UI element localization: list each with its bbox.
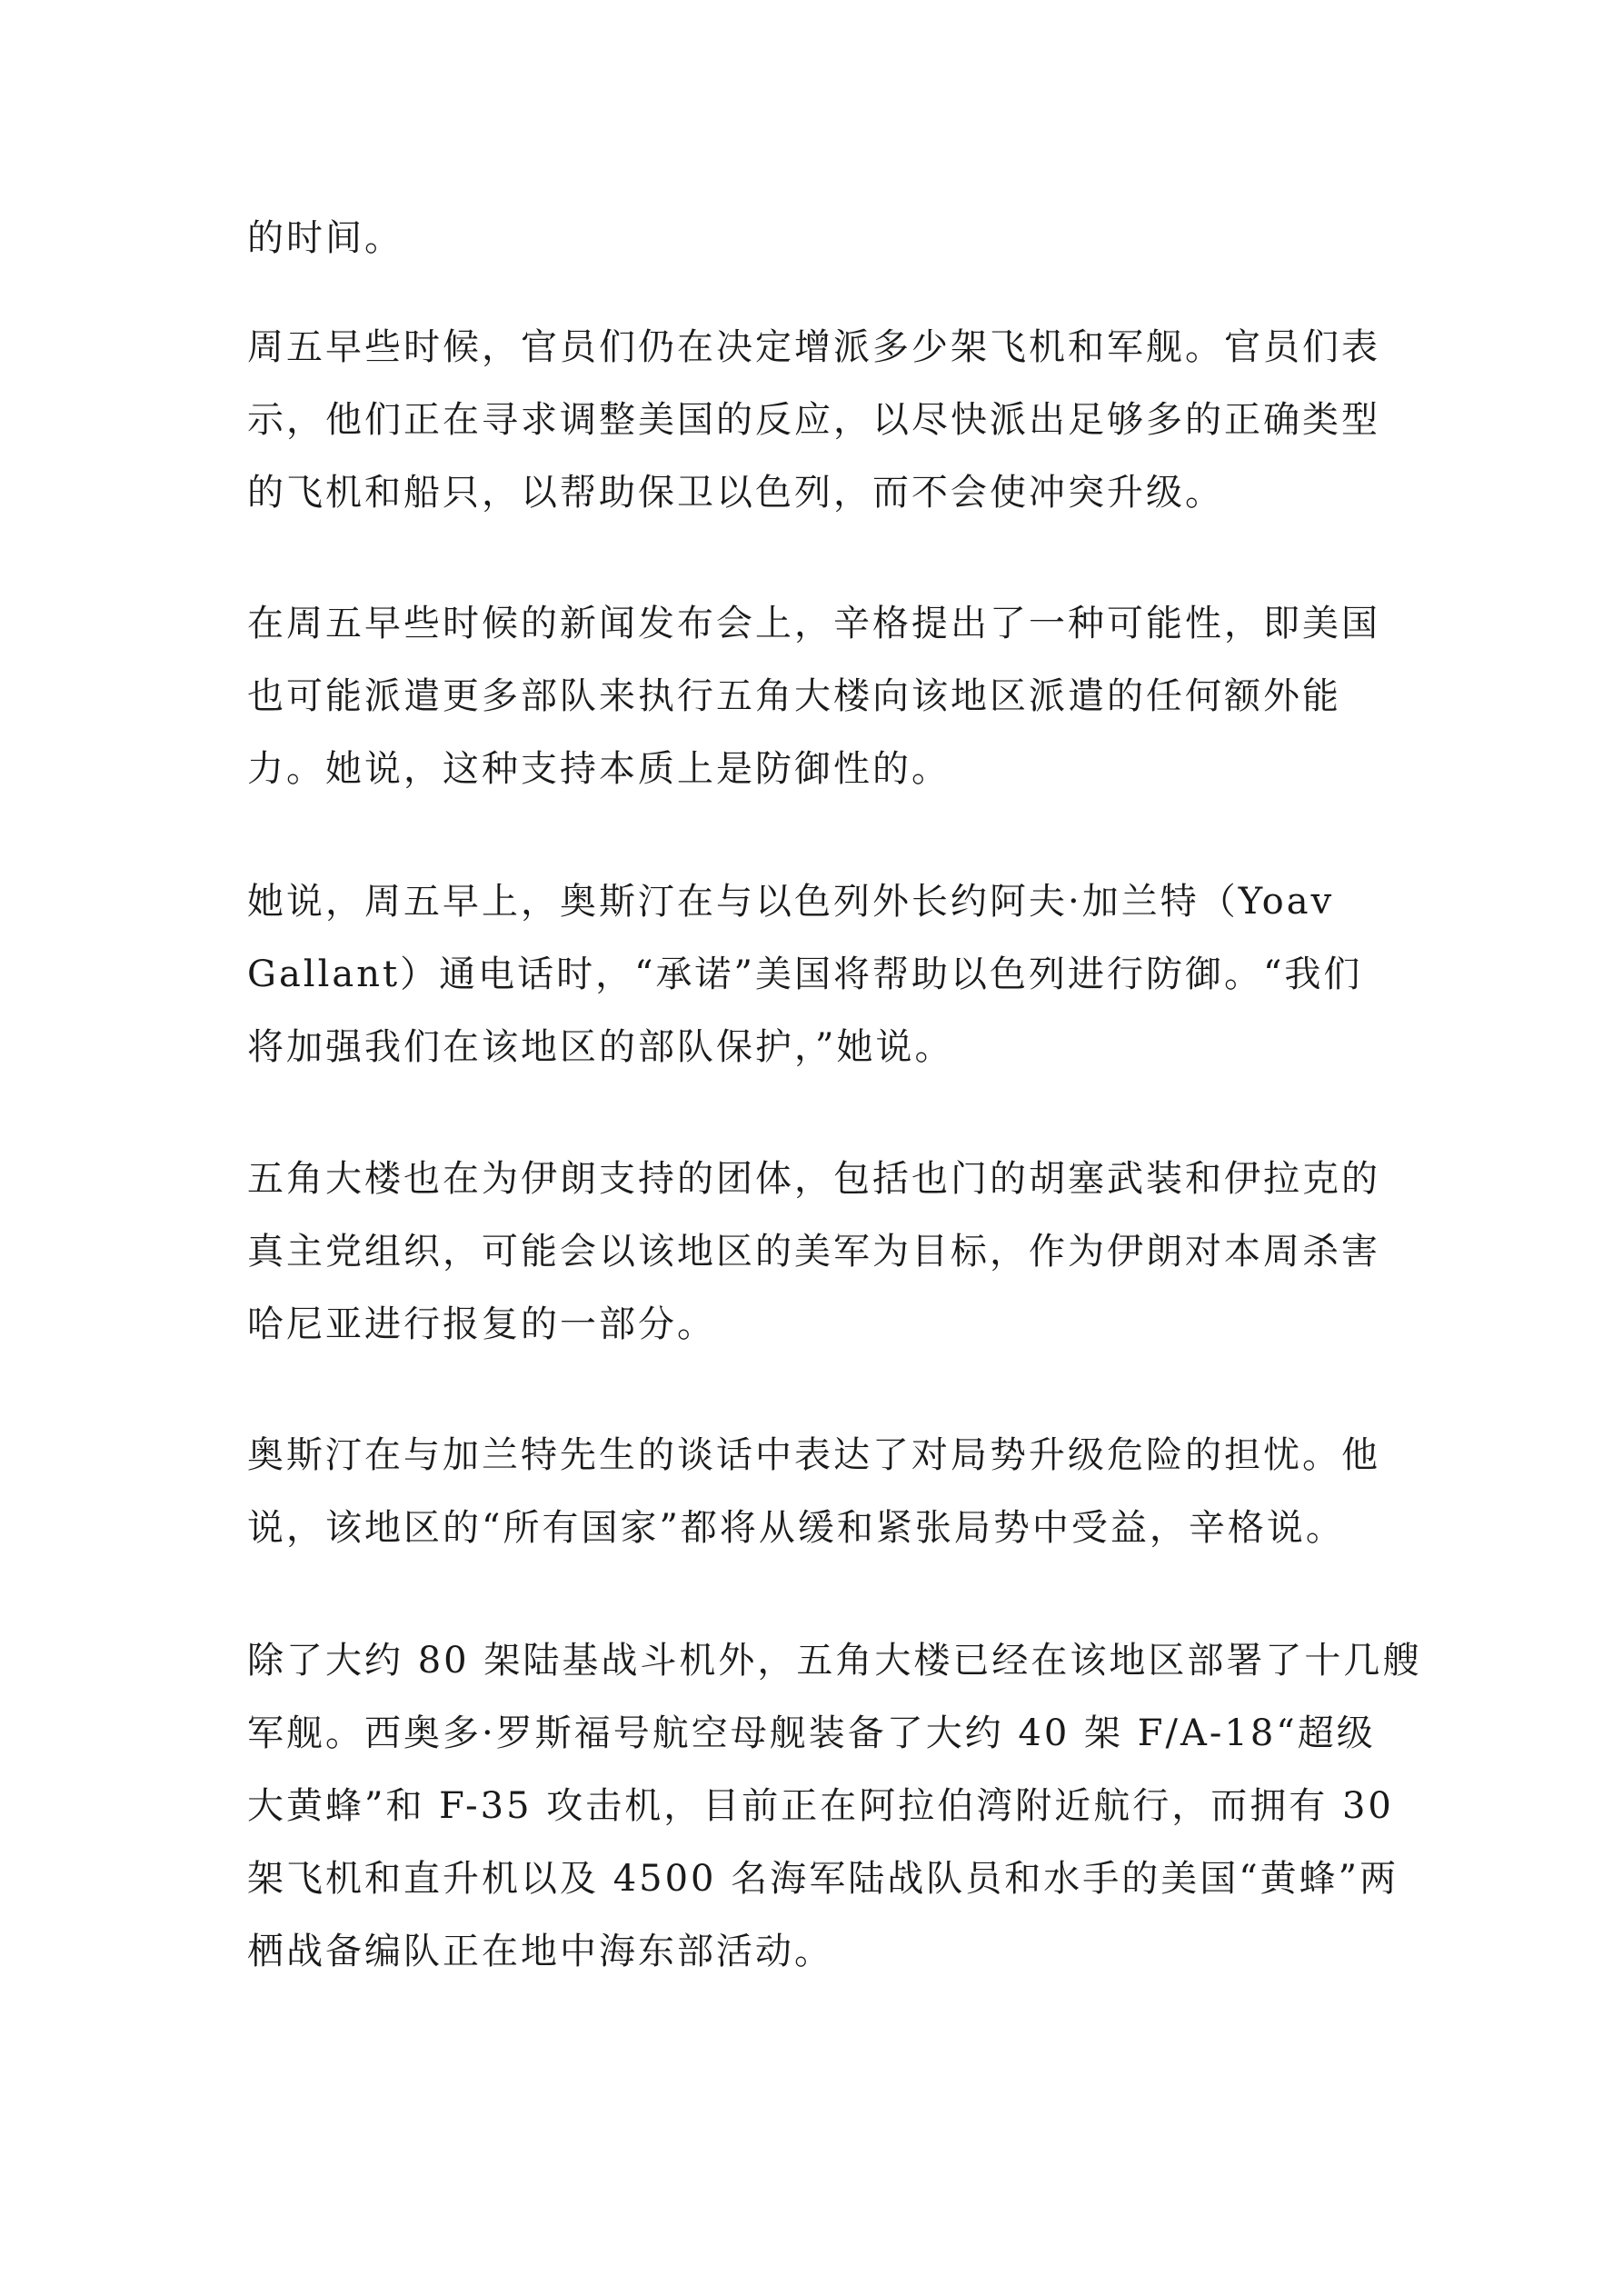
paragraph-7 (247, 1624, 1422, 1988)
paragraph-line: 的飞机和船只，以帮助保卫以色列，而不会使冲突升级。 (247, 472, 1224, 514)
paragraph-line: 她说，周五早上，奥斯汀在与以色列外长约阿夫·加兰特（Yoav (247, 881, 1335, 923)
paragraph-line: 除了大约 80 架陆基战斗机外，五角大楼已经在该地区部署了十几艘 (247, 1640, 1422, 1682)
paragraph-line: 真主党组织，可能会以该地区的美军为目标，作为伊朗对本周杀害 (247, 1231, 1380, 1273)
paragraph-1 (247, 202, 1383, 275)
paragraph-6 (247, 1419, 1383, 1564)
paragraph-line: 周五早些时候，官员们仍在决定增派多少架飞机和军舰。官员们表 (247, 326, 1380, 368)
paragraph-line: 将加强我们在该地区的部队保护，”她说。 (247, 1026, 954, 1068)
paragraph-line: 栖战备编队正在地中海东部活动。 (247, 1931, 833, 1972)
paragraph-4 (247, 865, 1383, 1083)
paragraph-line: 架飞机和直升机以及 4500 名海军陆战队员和水手的美国“黄蜂”两 (247, 1858, 1399, 1900)
paragraph-3 (247, 587, 1383, 805)
paragraph-line: 哈尼亚进行报复的一部分。 (247, 1303, 716, 1345)
paragraph-line: 奥斯汀在与加兰特先生的谈话中表达了对局势升级危险的担忧。他 (247, 1434, 1380, 1476)
paragraph-line: 力。她说，这种支持本质上是防御性的。 (247, 748, 951, 790)
paragraph-line: Gallant）通电话时，“承诺”美国将帮助以色列进行防御。“我们 (247, 953, 1363, 995)
paragraph-5 (247, 1143, 1383, 1361)
paragraph-2 (247, 311, 1383, 529)
paragraph-line: 的时间。 (247, 217, 403, 259)
paragraph-line: 在周五早些时候的新闻发布会上，辛格提出了一种可能性，即美国 (247, 603, 1380, 644)
paragraph-line: 示，他们正在寻求调整美国的反应，以尽快派出足够多的正确类型 (247, 399, 1380, 441)
paragraph-line: 五角大楼也在为伊朗支持的团体，包括也门的胡塞武装和伊拉克的 (247, 1158, 1380, 1200)
paragraph-line: 说，该地区的“所有国家”都将从缓和紧张局势中受益，辛格说。 (247, 1507, 1345, 1549)
paragraph-line: 也可能派遣更多部队来执行五角大楼向该地区派遣的任何额外能 (247, 675, 1341, 717)
paragraph-line: 军舰。西奥多·罗斯福号航空母舰装备了大约 40 架 F/A-18“超级 (247, 1712, 1376, 1754)
paragraph-line: 大黄蜂”和 F-35 攻击机，目前正在阿拉伯湾附近航行，而拥有 30 (247, 1785, 1394, 1827)
